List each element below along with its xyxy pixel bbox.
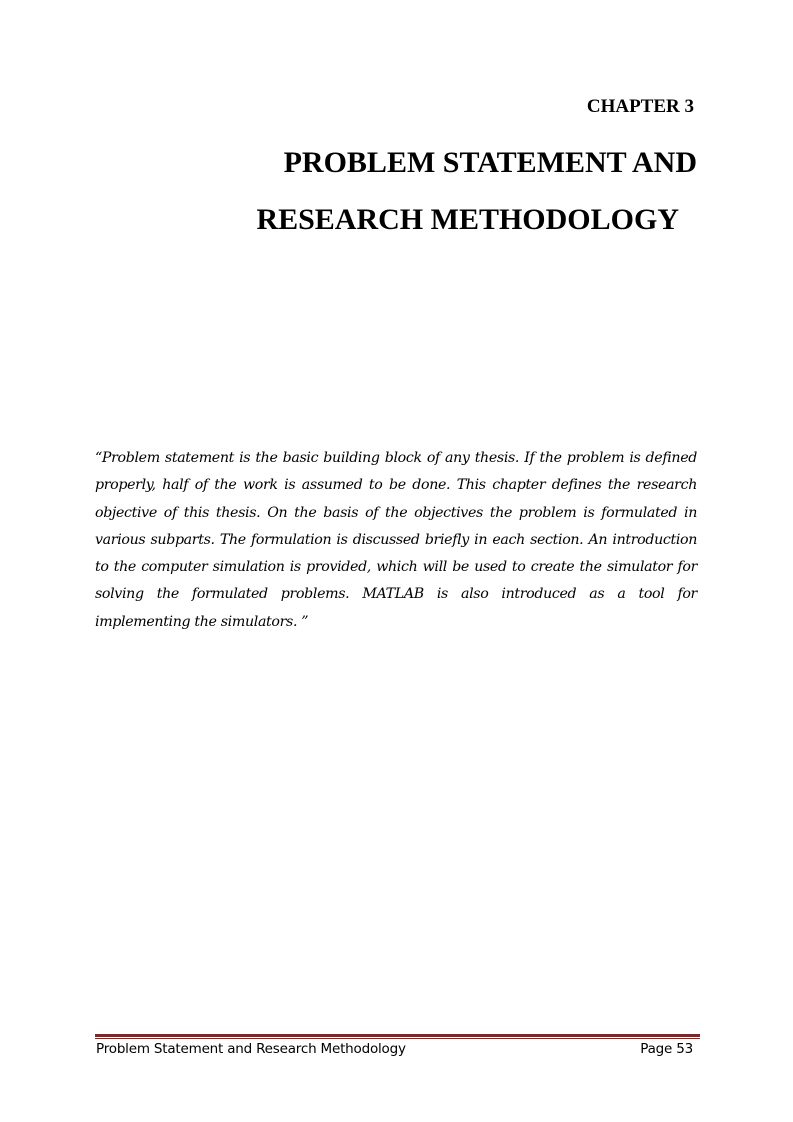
chapter-label: CHAPTER 3	[586, 96, 694, 117]
footer-page-number: Page 53	[640, 1041, 693, 1057]
footer-rule-thin	[95, 1038, 700, 1039]
footer-rule-thick	[95, 1034, 700, 1037]
chapter-title-line-2: RESEARCH METHODOLOGY	[256, 203, 679, 236]
chapter-title-line-1: PROBLEM STATEMENT AND	[283, 146, 697, 179]
footer-running-title: Problem Statement and Research Methodology	[96, 1041, 406, 1057]
chapter-abstract: “Problem statement is the basic building block of any thesis. If the problem is defined properly, half of the work is assumed to be done. This chapter defines the research objective of this thesis. On the basis of the objectives the problem is formulated in various subparts. The formulation is discussed briefly in each section. An introduction to the computer simulation is provided, which will be used to create the simulator for solving the formulated problems. MATLAB is also introduced as a tool for implementing the simulators. ”	[95, 450, 697, 630]
